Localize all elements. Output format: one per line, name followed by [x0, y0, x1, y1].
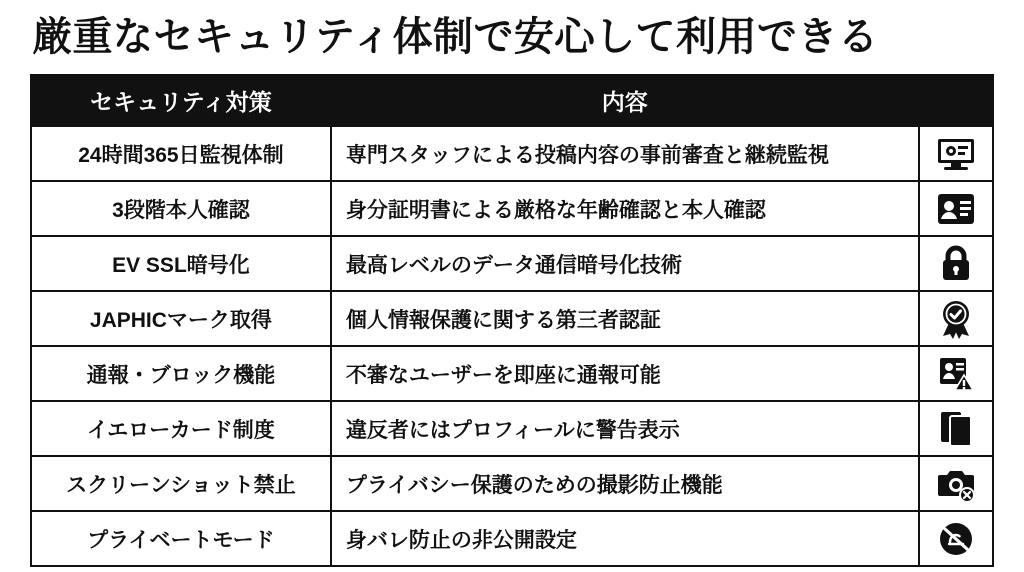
page-title: 厳重なセキュリティ体制で安心して利用できる: [32, 15, 879, 59]
id-card-icon: [920, 182, 992, 235]
cell-detail: 不審なユーザーを即座に通報可能: [331, 346, 919, 401]
report-warning-icon: [920, 347, 992, 400]
cell-icon: [919, 236, 993, 291]
cards-icon: [920, 402, 992, 455]
cell-measure: EV SSL暗号化: [31, 236, 331, 291]
cell-detail: 最高レベルのデータ通信暗号化技術: [331, 236, 919, 291]
cell-icon: [919, 401, 993, 456]
table-row: [31, 291, 993, 346]
award-badge-icon: [920, 292, 992, 345]
cell-detail: 身分証明書による厳格な年齢確認と本人確認: [331, 181, 919, 236]
column-header-detail: 内容: [331, 75, 919, 126]
table-body: [31, 126, 993, 566]
cell-detail: 個人情報保護に関する第三者認証: [331, 291, 919, 346]
column-header-icon: [919, 75, 993, 126]
table-row: [31, 346, 993, 401]
monitor-surveillance-icon: [920, 127, 992, 180]
table-row: [31, 456, 993, 511]
cell-detail: プライバシー保護のための撮影防止機能: [331, 456, 919, 511]
security-measures-table: [30, 74, 994, 567]
cell-icon: [919, 291, 993, 346]
no-entry-icon: [920, 512, 992, 565]
cell-icon: [919, 511, 993, 566]
cell-measure: スクリーンショット禁止: [31, 456, 331, 511]
cell-measure: プライベートモード: [31, 511, 331, 566]
camera-blocked-icon: [920, 457, 992, 510]
cell-icon: [919, 126, 993, 181]
cell-detail: 専門スタッフによる投稿内容の事前審査と継続監視: [331, 126, 919, 181]
cell-icon: [919, 181, 993, 236]
table-row: [31, 511, 993, 566]
padlock-icon: [920, 237, 992, 290]
table-row: [31, 401, 993, 456]
cell-icon: [919, 456, 993, 511]
cell-icon: [919, 346, 993, 401]
cell-measure: 通報・ブロック機能: [31, 346, 331, 401]
cell-detail: 身バレ防止の非公開設定: [331, 511, 919, 566]
table-row: [31, 181, 993, 236]
table-header-row: [31, 75, 993, 126]
cell-measure: JAPHICマーク取得: [31, 291, 331, 346]
table-row: [31, 126, 993, 181]
cell-measure: 24時間365日監視体制: [31, 126, 331, 181]
cell-measure: イエローカード制度: [31, 401, 331, 456]
cell-measure: 3段階本人確認: [31, 181, 331, 236]
table-row: [31, 236, 993, 291]
table-header: [31, 75, 993, 126]
column-header-measure: セキュリティ対策: [31, 75, 331, 126]
cell-detail: 違反者にはプロフィールに警告表示: [331, 401, 919, 456]
